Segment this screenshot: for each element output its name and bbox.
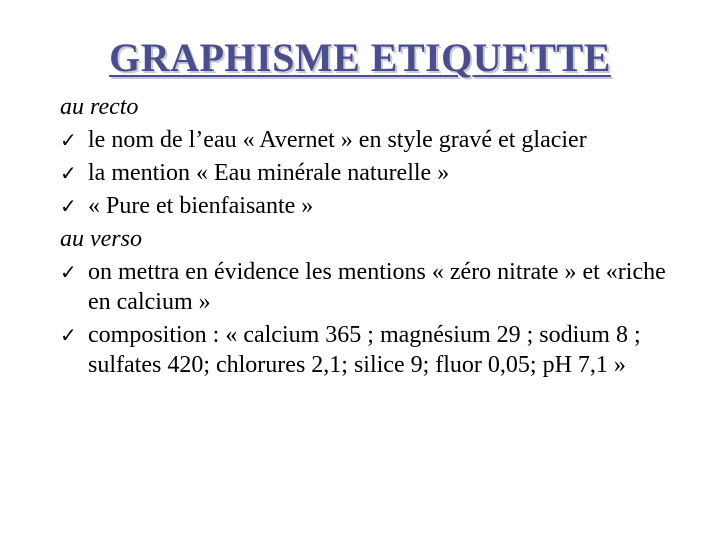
bullet-text: « Pure et bienfaisante » — [88, 193, 314, 219]
checkmark-icon: ✓ — [60, 194, 77, 218]
checkmark-icon: ✓ — [60, 260, 77, 284]
bullet-text: la mention « Eau minérale naturelle » — [88, 160, 450, 186]
bullet-text: composition : « calcium 365 ; magnésium 29 ; sodium 8 ; sulfates 420; chlorures 2,1; silice 9; fluor 0,05; pH 7,1 » — [88, 322, 641, 378]
checkmark-icon: ✓ — [60, 128, 77, 152]
slide-title: GRAPHISME ETIQUETTE — [109, 35, 611, 80]
bullet-item — [60, 158, 680, 188]
bullet-text: on mettra en évidence les mentions « zéro nitrate » et «riche en calcium » — [88, 259, 666, 315]
bullet-item — [60, 191, 680, 221]
bullet-text: le nom de l’eau « Avernet » en style gravé et glacier — [88, 127, 587, 153]
bullet-item — [60, 257, 680, 317]
section-heading-verso: au verso — [60, 226, 142, 252]
slide-body — [60, 92, 680, 383]
bullet-item — [60, 320, 680, 380]
checkmark-icon: ✓ — [60, 323, 77, 347]
checkmark-icon: ✓ — [60, 161, 77, 185]
bullet-item — [60, 125, 680, 155]
section-heading-recto: au recto — [60, 94, 139, 120]
